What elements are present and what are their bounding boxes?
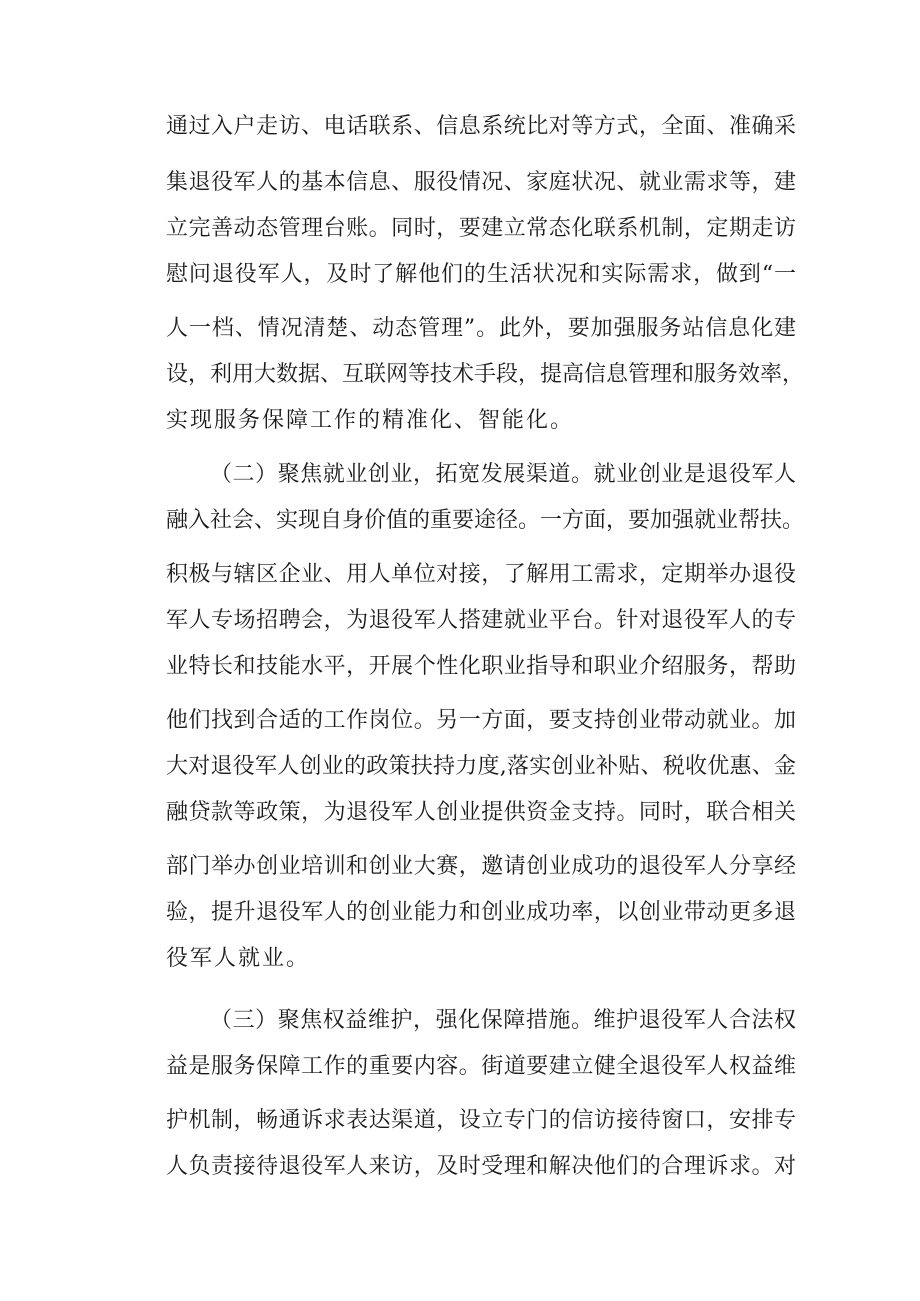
text-line-2: 集退役军人的基本信息、服役情况、家庭状况、就业需求等，建 bbox=[166, 170, 796, 195]
text-line-19: （三）聚焦权益维护，强化保障措施。维护退役军人合法权 bbox=[210, 1008, 796, 1033]
text-line-11: 军人专场招聘会，为退役军人搭建就业平台。针对退役军人的专 bbox=[166, 608, 796, 633]
text-line-6: 设，利用大数据、互联网等技术手段，提高信息管理和服务效率， bbox=[166, 362, 805, 387]
text-line-1: 通过入户走访、电话联系、信息系统比对等方式，全面、准确采 bbox=[166, 114, 796, 139]
text-line-16: 部门举办创业培训和创业大赛，邀请创业成功的退役军人分享经 bbox=[166, 854, 796, 879]
text-line-3: 立完善动态管理台账。同时，要建立常态化联系机制，定期走访 bbox=[166, 216, 796, 241]
text-line-15: 融贷款等政策，为退役军人创业提供资金支持。同时，联合相关 bbox=[166, 800, 796, 825]
text-line-17: 验，提升退役军人的创业能力和创业成功率，以创业带动更多退 bbox=[166, 900, 796, 925]
text-line-4: 慰问退役军人，及时了解他们的生活状况和实际需求，做到“一 bbox=[166, 262, 796, 287]
text-line-13: 他们找到合适的工作岗位。另一方面，要支持创业带动就业。加 bbox=[166, 708, 796, 733]
text-line-9: 融入社会、实现自身价值的重要途径。一方面，要加强就业帮扶。 bbox=[166, 508, 805, 533]
text-line-21: 护机制，畅通诉求表达渠道，设立专门的信访接待窗口，安排专 bbox=[166, 1108, 796, 1133]
text-line-20: 益是服务保障工作的重要内容。街道要建立健全退役军人权益维 bbox=[166, 1054, 796, 1079]
text-line-5: 人一档、情况清楚、动态管理”。此外，要加强服务站信息化建 bbox=[166, 316, 796, 341]
text-line-12: 业特长和技能水平，开展个性化职业指导和职业介绍服务，帮助 bbox=[166, 654, 796, 679]
text-line-22: 人负责接待退役军人来访，及时受理和解决他们的合理诉求。对 bbox=[166, 1154, 796, 1179]
text-line-10: 积极与辖区企业、用人单位对接，了解用工需求，定期举办退役 bbox=[166, 562, 796, 587]
text-line-14: 大对退役军人创业的政策扶持力度,落实创业补贴、税收优惠、金 bbox=[166, 754, 796, 779]
text-line-18: 役军人就业。 bbox=[166, 946, 311, 971]
text-line-7: 实现服务保障工作的精准化、智能化。 bbox=[166, 408, 575, 433]
text-line-8: （二）聚焦就业创业，拓宽发展渠道。就业创业是退役军人 bbox=[210, 462, 796, 487]
